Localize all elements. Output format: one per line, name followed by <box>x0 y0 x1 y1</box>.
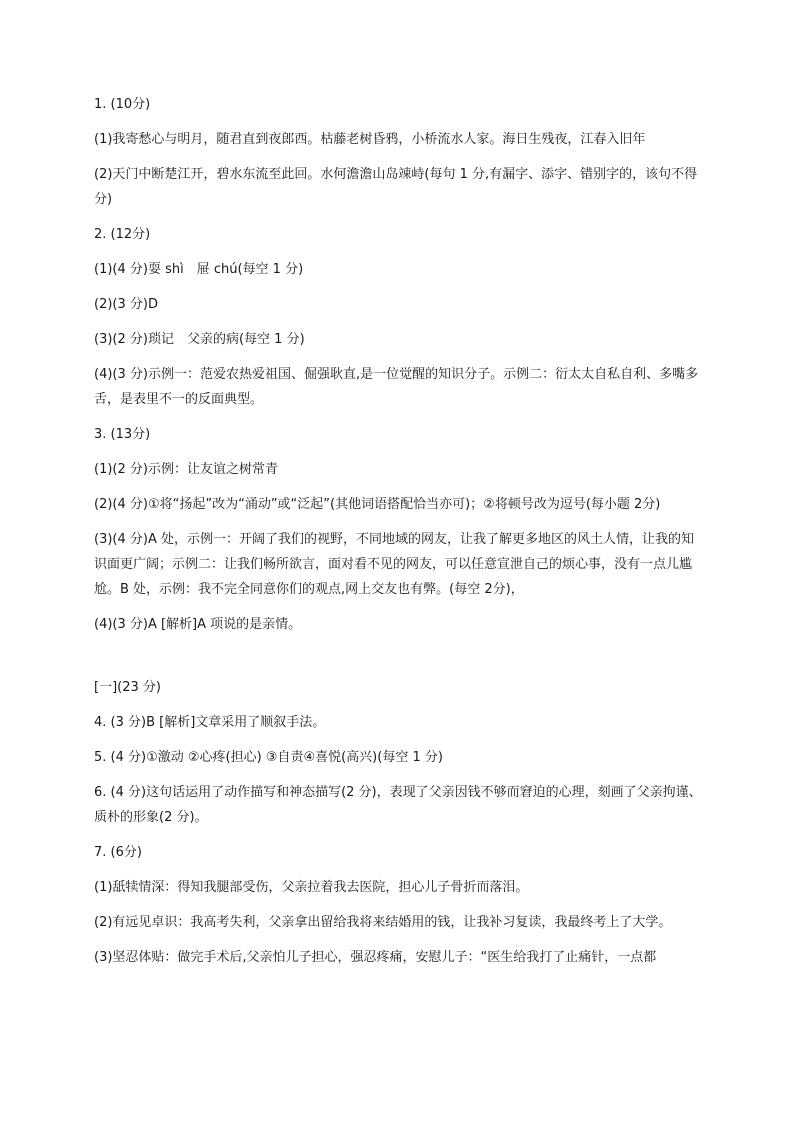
q1-answer-2: (2)天门中断楚江开，碧水东流至此回。水何澹澹山岛竦峙(每句 1 分,有漏字、添字、错别字的，该句不得分) <box>94 167 698 207</box>
section-gap <box>94 647 706 675</box>
q6-answer: 6. (4 分)这句话运用了动作描写和神态描写(2 分)，表现了父亲因钱不够而窘迫的心理，刻画了父亲拘谨、质朴的形象(2 分)。 <box>94 785 702 825</box>
q1-heading: 1. (10分) <box>94 97 151 112</box>
q7-answer-1: (1)舐犊情深：得知我腿部受伤，父亲拉着我去医院，担心儿子骨折而落泪。 <box>94 880 529 895</box>
q3-answer-2: (2)(4 分)①将“扬起”改为“涌动”或“泛起”(其他词语搭配恰当亦可)；②将顿号改为逗号(每小题 2分) <box>94 497 661 512</box>
q3-answer-1: (1)(2 分)示例：让友谊之树常青 <box>94 462 278 477</box>
q3-heading: 3. (13分) <box>94 427 151 442</box>
q4-answer: 4. (3 分)B [解析]文章采用了顺叙手法。 <box>94 715 326 730</box>
q7-answer-2: (2)有远见卓识：我高考失利，父亲拿出留给我将来结婚用的钱，让我补习复读，我最终考上了大学。 <box>94 915 672 930</box>
q3-answer-3: (3)(4 分)A 处，示例一：开阔了我们的视野，不同地域的网友，让我了解更多地区的风土人情，让我的知识面更广阔；示例二：让我们畅所欲言，面对看不见的网友，可以任意宣泄自己的烦心事，没有一点儿尴尬。B 处，示例：我不完全同意你们的观点,网上交友也有弊。(每空 2分)， <box>94 532 694 597</box>
q2-answer-4: (4)(3 分)示例一：范爱农热爱祖国、倔强耿直,是一位觉醒的知识分子。示例二：衍太太自私自利、多嘴多舌，是表里不一的反面典型。 <box>94 367 699 407</box>
q2-answer-1: (1)(4 分)耍 shì 屉 chú(每空 1 分) <box>94 262 304 277</box>
answer-document <box>94 92 706 980</box>
q2-answer-3: (3)(2 分)琐记 父亲的病(每空 1 分) <box>94 332 305 347</box>
section-1-heading: [一](23 分) <box>94 680 161 695</box>
q1-answer-1: (1)我寄愁心与明月，随君直到夜郎西。枯藤老树昏鸦，小桥流水人家。海日生残夜，江春入旧年 <box>94 132 646 147</box>
q3-answer-4: (4)(3 分)A [解析]A 项说的是亲情。 <box>94 617 302 632</box>
q7-answer-3: (3)坚忍体贴：做完手术后,父亲怕儿子担心，强忍疼痛，安慰儿子：“医生给我打了止痛针，一点都 <box>94 950 657 965</box>
q7-heading: 7. (6分) <box>94 845 142 860</box>
q5-answer: 5. (4 分)①激动 ②心疼(担心) ③自责④喜悦(高兴)(每空 1 分) <box>94 750 443 765</box>
q2-answer-2: (2)(3 分)D <box>94 297 158 312</box>
q2-heading: 2. (12分) <box>94 227 151 242</box>
